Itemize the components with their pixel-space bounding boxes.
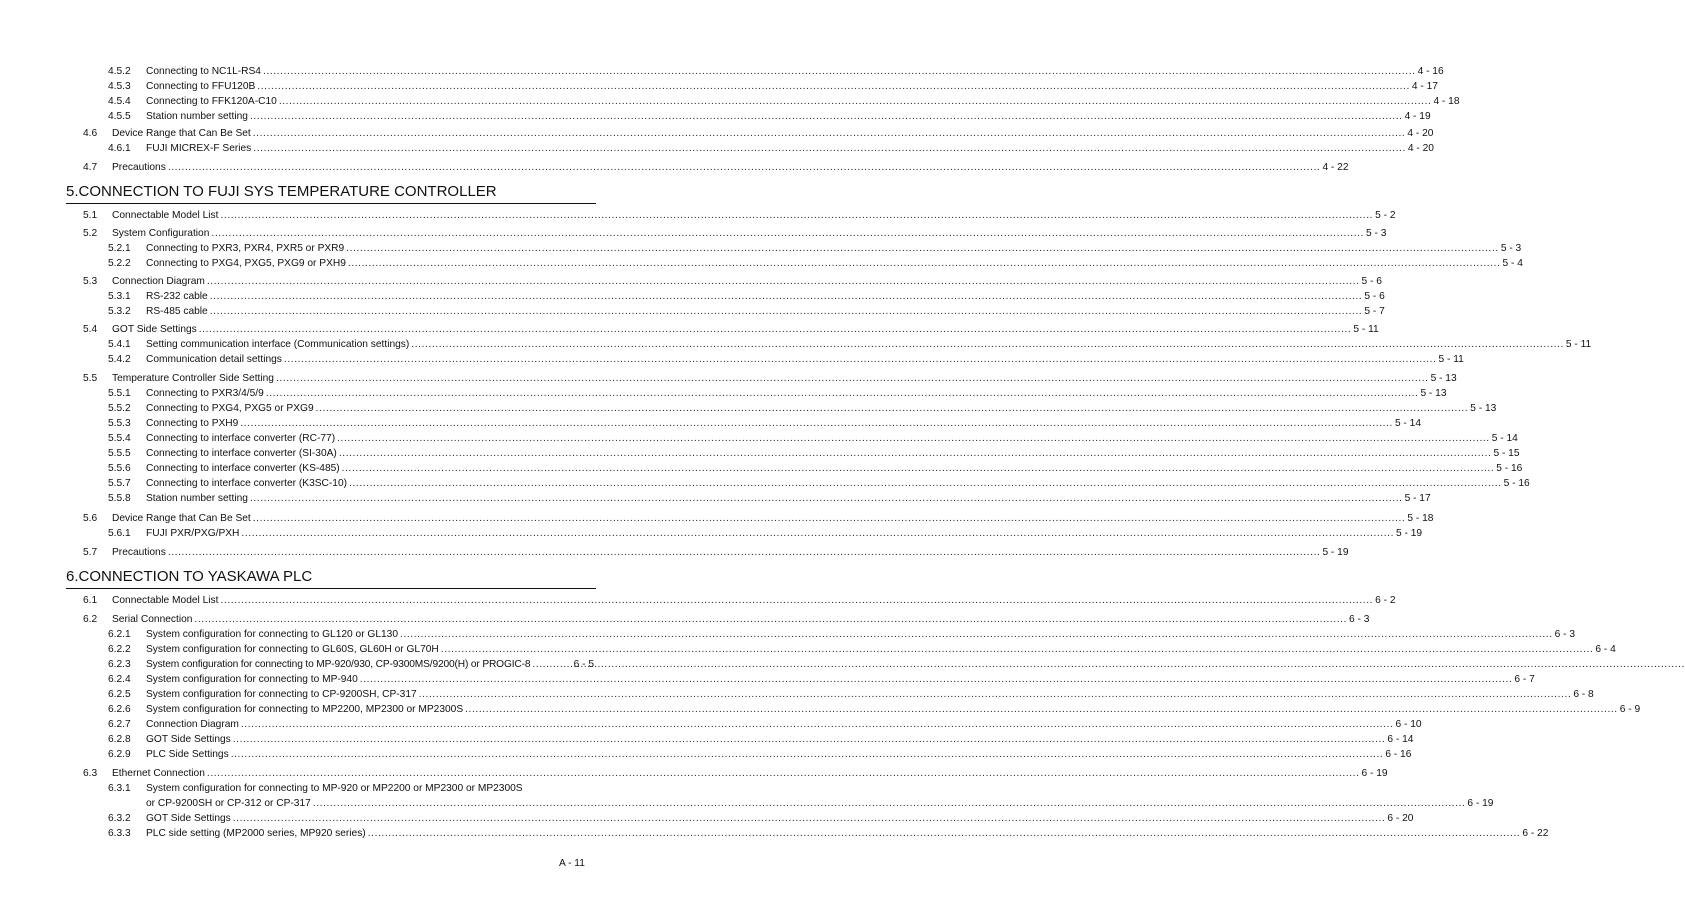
dot-leader (168, 547, 1321, 559)
toc-entry-number: 5.5.8 (108, 493, 131, 504)
toc-entry-page: 5 - 6 (1364, 291, 1385, 302)
toc-entry-number: 6.2.1 (108, 629, 131, 640)
dot-leader (419, 689, 1572, 701)
toc-entry-5-2[interactable] (83, 228, 1387, 240)
toc-entry-number: 6.2.2 (108, 644, 131, 655)
toc-entry-title: System Configuration (112, 228, 210, 239)
toc-entry-5-5-4[interactable] (108, 433, 1518, 445)
toc-entry-number: 6.2.5 (108, 689, 131, 700)
toc-entry-title: Communication detail settings (146, 354, 282, 365)
toc-entry-4-6[interactable] (83, 128, 1434, 140)
toc-entry-number: 6.2.4 (108, 674, 131, 685)
toc-entry-page: 5 - 3 (1500, 243, 1522, 254)
toc-entry-page: 6 - 4 (1595, 644, 1616, 655)
toc-entry-title: Connecting to FFU120B (146, 81, 256, 92)
toc-entry-page: 6 - 2 (1375, 595, 1396, 606)
toc-entry-6-2-3[interactable] (108, 659, 594, 671)
toc-entry-number: 6.2 (83, 614, 98, 625)
toc-entry-4-6-1[interactable] (108, 143, 1434, 155)
toc-entry-number: 5.6.1 (108, 528, 131, 539)
toc-entry-title: Connecting to PXH9 (146, 418, 239, 429)
toc-entry-page: 6 - 7 (1514, 674, 1535, 685)
toc-entry-page: 4 - 19 (1404, 111, 1431, 122)
dot-leader (263, 66, 1416, 78)
toc-entry-number: 6.3.1 (108, 783, 131, 794)
toc-entry-6-2-7[interactable] (108, 719, 1422, 731)
dot-leader (349, 478, 1502, 490)
toc-entry-page: 6 - 16 (1385, 749, 1412, 760)
toc-entry-page: 6 - 19 (1361, 768, 1388, 779)
dot-leader (411, 339, 1564, 351)
toc-entry-number: 4.7 (83, 162, 98, 173)
toc-entry-title: Precautions (112, 162, 166, 173)
toc-entry-page: 5 - 2 (1375, 210, 1396, 221)
toc-entry-5-5[interactable] (83, 373, 1457, 385)
toc-entry-page: 5 - 17 (1404, 493, 1431, 504)
toc-entry-title: Connecting to PXG4, PXG5 or PXG9 (146, 403, 314, 414)
toc-entry-title: Connecting to PXR3/4/5/9 (146, 388, 264, 399)
toc-entry-page: 5 - 15 (1493, 448, 1520, 459)
dot-leader (284, 354, 1437, 366)
toc-entry-title: Connecting to FFK120A-C10 (146, 96, 277, 107)
toc-entry-title: Station number setting (146, 111, 248, 122)
toc-entry-title: System configuration for connecting to MP-920/930, CP-9300MS/9200(H) or PROGIC-8 (146, 659, 531, 670)
toc-entry-number: 5.6 (83, 513, 98, 524)
toc-entry-page: 5 - 14 (1491, 433, 1518, 444)
toc-entry-title: PLC Side Settings (146, 749, 229, 760)
dot-leader (211, 228, 1364, 240)
toc-entry-number: 5.5.7 (108, 478, 131, 489)
toc-entry-6-3[interactable] (83, 768, 1388, 780)
toc-entry-5-4[interactable] (83, 324, 1379, 336)
toc-entry-4-5-5[interactable] (108, 111, 1431, 123)
dot-leader (253, 128, 1406, 140)
chapter-5-heading[interactable]: 5.CONNECTION TO FUJI SYS TEMPERATURE CONTROLLER (66, 183, 497, 200)
toc-entry-number: 5.2 (83, 228, 98, 239)
toc-entry-6-2[interactable] (83, 614, 1370, 626)
toc-entry-title: System configuration for connecting to CP-9200SH, CP-317 (146, 689, 417, 700)
dot-leader (348, 258, 1501, 270)
toc-entry-5-5-2[interactable] (108, 403, 1497, 415)
toc-entry-page: 6 - 3 (1349, 614, 1370, 625)
toc-entry-5-5-6[interactable] (108, 463, 1523, 475)
chapter-6-heading[interactable]: 6.CONNECTION TO YASKAWA PLC (66, 568, 313, 585)
dot-leader (441, 644, 1594, 656)
toc-entry-4-7[interactable] (83, 162, 1349, 174)
toc-entry-number: 5.4 (83, 324, 98, 335)
dot-leader (220, 595, 1373, 607)
dot-leader (266, 388, 1419, 400)
toc-entry-number: 5.5.4 (108, 433, 131, 444)
toc-entry-6-2-8[interactable] (108, 734, 1414, 746)
toc-entry-6-2-6[interactable] (108, 704, 1641, 716)
toc-entry-4-5-4[interactable] (108, 96, 1460, 108)
dot-leader (240, 418, 1393, 430)
dot-leader (337, 433, 1490, 445)
toc-entry-page: 5 - 11 (1438, 354, 1464, 365)
chapter-5-rule (66, 203, 596, 204)
toc-entry-5-3[interactable] (83, 276, 1382, 288)
toc-entry-title: GOT Side Settings (146, 734, 231, 745)
toc-entry-title: Connectable Model List (112, 595, 219, 606)
toc-entry-page: 4 - 22 (1322, 162, 1349, 173)
dot-leader (316, 403, 1469, 415)
toc-entry-number: 5.5.3 (108, 418, 131, 429)
toc-entry-title: Device Range that Can Be Set (112, 513, 251, 524)
toc-entry-number: 4.6.1 (108, 143, 131, 154)
dot-leader (532, 659, 571, 671)
toc-entry-page: 6 - 19 (1467, 798, 1494, 809)
page-number-footer: A - 11 (559, 858, 585, 869)
toc-entry-number: 5.4.1 (108, 339, 131, 350)
dot-leader (279, 96, 1432, 108)
toc-entry-number: 6.2.3 (108, 659, 131, 670)
toc-entry-page: 6 - 5 (573, 659, 594, 670)
toc-entry-title: Ethernet Connection (112, 768, 205, 779)
toc-entry-title: Connecting to interface converter (K3SC-10) (146, 478, 348, 489)
toc-entry-6-2-5[interactable] (108, 689, 1594, 701)
dot-leader (210, 291, 1363, 303)
toc-entry-5-5-8[interactable] (108, 493, 1431, 505)
toc-entry-number: 5.3 (83, 276, 98, 287)
toc-entry-number: 5.7 (83, 547, 98, 558)
toc-entry-number: 5.3.2 (108, 306, 131, 317)
dot-leader (313, 798, 1466, 810)
toc-entry-5-3-1[interactable] (108, 291, 1385, 303)
toc-entry-page: 6 - 10 (1395, 719, 1422, 730)
toc-entry-title: Connecting to PXG4, PXG5, PXG9 or PXH9 (146, 258, 346, 269)
toc-entry-title: RS-485 cable (146, 306, 208, 317)
toc-entry-page: 5 - 3 (1366, 228, 1387, 239)
toc-entry-title: FUJI PXR/PXG/PXH (146, 528, 240, 539)
toc-entry-6-3-2[interactable] (108, 813, 1414, 825)
toc-entry-number: 5.3.1 (108, 291, 131, 302)
toc-entry-page: 4 - 18 (1433, 96, 1460, 107)
toc-entry-title: Precautions (112, 547, 166, 558)
toc-entry-5-5-5[interactable] (108, 448, 1520, 460)
dot-leader (339, 448, 1492, 460)
toc-entry-page: 6 - 22 (1522, 828, 1549, 839)
toc-entry-number: 6.3.2 (108, 813, 131, 824)
toc-entry-page: 5 - 4 (1502, 258, 1523, 269)
dot-leader (220, 210, 1373, 222)
toc-entry-title: Setting communication interface (Communication settings) (146, 339, 410, 350)
toc-entry-number: 5.5 (83, 373, 98, 384)
toc-entry-title: Connecting to NC1L-RS4 (146, 66, 261, 77)
dot-leader (168, 162, 1321, 174)
toc-entry-title: Connectable Model List (112, 210, 219, 221)
toc-entry-title: Connecting to PXR3, PXR4, PXR5 or PXR9 (146, 243, 345, 254)
toc-entry-6-1[interactable] (83, 595, 1396, 607)
dot-leader (207, 768, 1360, 780)
dot-leader (233, 813, 1386, 825)
toc-entry-page: 5 - 11 (1565, 339, 1592, 350)
toc-entry-5-1[interactable] (83, 210, 1396, 222)
toc-entry-page: 6 - 20 (1387, 813, 1414, 824)
toc-entry-title: Connecting to interface converter (RC-77) (146, 433, 336, 444)
toc-entry-page: 5 - 19 (1396, 528, 1423, 539)
toc-entry-number: 5.5.2 (108, 403, 131, 414)
toc-entry-6-3-1-line2[interactable] (146, 798, 1494, 810)
dot-leader (231, 749, 1384, 761)
dot-leader (400, 629, 1553, 641)
dot-leader (233, 734, 1386, 746)
toc-entry-title: Connection Diagram (112, 276, 205, 287)
toc-entry-title: System configuration for connecting to MP2200, MP2300 or MP2300S (146, 704, 464, 715)
toc-entry-6-2-2[interactable] (108, 644, 1616, 656)
toc-entry-title: RS-232 cable (146, 291, 208, 302)
toc-entry-title: Connection Diagram (146, 719, 239, 730)
toc-entry-page: 4 - 20 (1407, 143, 1434, 154)
dot-leader (368, 828, 1521, 840)
toc-entry-number: 4.6 (83, 128, 98, 139)
toc-entry-number: 5.2.2 (108, 258, 131, 269)
toc-entry-number: 5.5.6 (108, 463, 131, 474)
dot-leader (194, 614, 1347, 626)
toc-entry-page: 4 - 20 (1407, 128, 1434, 139)
toc-entry-title: GOT Side Settings (112, 324, 197, 335)
toc-entry-title: System configuration for connecting to MP-920 or MP2200 or MP2300 or MP2300S (146, 783, 523, 794)
toc-entry-title: Temperature Controller Side Setting (112, 373, 274, 384)
dot-leader (276, 373, 1429, 385)
toc-entry-number: 6.2.6 (108, 704, 131, 715)
toc-entry-page: 6 - 3 (1554, 629, 1576, 640)
dot-leader (346, 243, 1499, 255)
toc-entry-page: 5 - 13 (1430, 373, 1457, 384)
toc-entry-4-5-3[interactable] (108, 81, 1438, 93)
dot-leader (250, 493, 1403, 505)
dot-leader (360, 674, 1513, 686)
dot-leader (253, 513, 1406, 525)
toc-entry-5-4-2[interactable] (108, 354, 1464, 366)
toc-entry-5-2-1[interactable] (108, 243, 1522, 255)
chapter-6-rule (66, 588, 596, 589)
toc-entry-page: 5 - 16 (1503, 478, 1530, 489)
toc-entry-5-6-1[interactable] (108, 528, 1423, 540)
toc-entry-title: Connecting to interface converter (SI-30A) (146, 448, 337, 459)
toc-entry-number: 6.1 (83, 595, 98, 606)
toc-entry-page: 5 - 7 (1364, 306, 1385, 317)
toc-entry-number: 5.1 (83, 210, 98, 221)
toc-entry-title: GOT Side Settings (146, 813, 231, 824)
dot-leader (465, 704, 1618, 716)
toc-entry-number: 6.2.7 (108, 719, 131, 730)
toc-entry-title: Serial Connection (112, 614, 193, 625)
toc-entry-title: Device Range that Can Be Set (112, 128, 251, 139)
toc-entry-6-3-3[interactable] (108, 828, 1549, 840)
toc-entry-6-2-1[interactable] (108, 629, 1576, 641)
toc-entry-title: System configuration for connecting to GL60S, GL60H or GL70H (146, 644, 439, 655)
toc-entry-page: 5 - 14 (1394, 418, 1421, 429)
toc-entry-number: 5.2.1 (108, 243, 131, 254)
dot-leader (210, 306, 1363, 318)
toc-entry-5-5-1[interactable] (108, 388, 1447, 400)
toc-entry-5-2-2[interactable] (108, 258, 1523, 270)
toc-entry-5-4-1[interactable] (108, 339, 1592, 351)
toc-entry-number: 5.5.5 (108, 448, 131, 459)
toc-entry-number: 6.3.3 (108, 828, 131, 839)
toc-entry-page: 6 - 8 (1573, 689, 1594, 700)
toc-entry-number: 6.3 (83, 768, 98, 779)
toc-entry-page: 5 - 16 (1496, 463, 1523, 474)
toc-entry-number: 4.5.4 (108, 96, 131, 107)
toc-entry-page: 5 - 13 (1420, 388, 1447, 399)
toc-entry-6-2-9[interactable] (108, 749, 1412, 761)
dot-leader (257, 81, 1410, 93)
toc-entry-6-2-4[interactable] (108, 674, 1535, 686)
dot-leader (199, 324, 1352, 336)
toc-entry-page: 5 - 13 (1470, 403, 1497, 414)
dot-leader (253, 143, 1406, 155)
toc-entry-title: FUJI MICREX-F Series (146, 143, 252, 154)
toc-entry-title: PLC side setting (MP2000 series, MP920 series) (146, 828, 366, 839)
toc-entry-number: 4.5.3 (108, 81, 131, 92)
toc-entry-number: 6.2.8 (108, 734, 131, 745)
toc-entry-number: 4.5.2 (108, 66, 131, 77)
toc-entry-title: Connecting to interface converter (KS-485) (146, 463, 340, 474)
toc-entry-title: System configuration for connecting to GL120 or GL130 (146, 629, 399, 640)
toc-entry-5-5-3[interactable] (108, 418, 1421, 430)
toc-entry-4-5-2[interactable] (108, 66, 1444, 78)
toc-entry-title: Station number setting (146, 493, 248, 504)
toc-entry-number: 5.4.2 (108, 354, 131, 365)
toc-entry-page: 5 - 19 (1322, 547, 1349, 558)
dot-leader (342, 463, 1495, 475)
toc-entry-page: 5 - 6 (1361, 276, 1382, 287)
toc-entry-5-3-2[interactable] (108, 306, 1385, 318)
toc-entry-5-5-7[interactable] (108, 478, 1530, 490)
toc-entry-number: 5.5.1 (108, 388, 131, 399)
toc-entry-6-3-1-line1[interactable] (108, 783, 523, 795)
toc-entry-number: 6.2.9 (108, 749, 131, 760)
toc-entry-number: 4.5.5 (108, 111, 131, 122)
toc-entry-page: 5 - 11 (1353, 324, 1379, 335)
toc-entry-page: 4 - 16 (1417, 66, 1444, 77)
toc-entry-page: 6 - 14 (1387, 734, 1414, 745)
toc-entry-page: 5 - 18 (1407, 513, 1434, 524)
toc-entry-page: 4 - 17 (1411, 81, 1438, 92)
toc-entry-5-7[interactable] (83, 547, 1349, 559)
toc-entry-page: 6 - 9 (1619, 704, 1641, 715)
dot-leader (250, 111, 1403, 123)
dot-leader (241, 719, 1394, 731)
toc-entry-title: System configuration for connecting to MP-940 (146, 674, 358, 685)
toc-entry-title-continued: or CP-9200SH or CP-312 or CP-317 (146, 798, 311, 809)
dot-leader (207, 276, 1360, 288)
dot-leader (241, 528, 1394, 540)
toc-entry-5-6[interactable] (83, 513, 1434, 525)
